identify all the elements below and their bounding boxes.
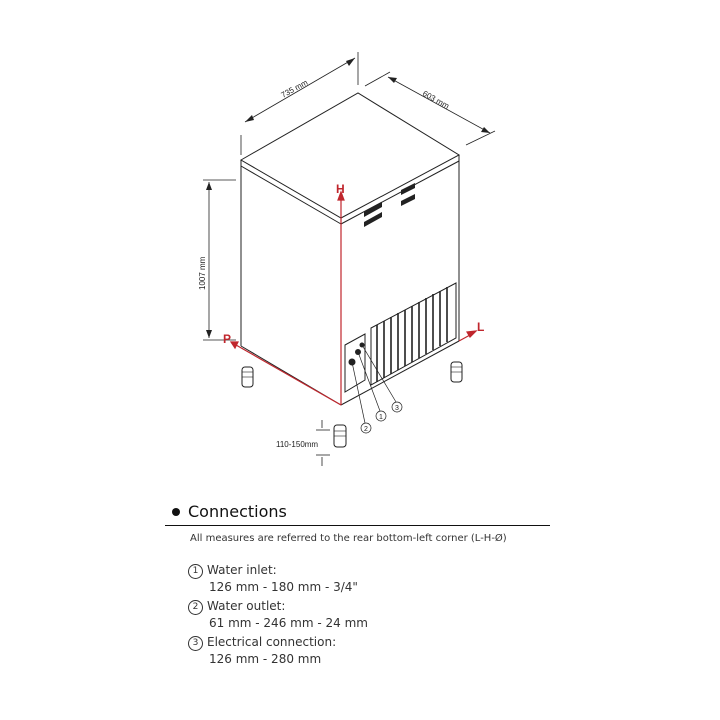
connection-item-water-inlet [188, 562, 358, 595]
axis-h-label: H [336, 182, 345, 196]
bullet-icon [172, 508, 180, 516]
callout-2: 2 [364, 426, 368, 433]
section-title [172, 502, 287, 521]
height-dimension-label: 1007 mm [198, 256, 207, 290]
leg-height-label: 110-150mm [276, 440, 319, 449]
reference-note: All measures are referred to the rear bottom-left corner (L-H-Ø) [190, 533, 507, 544]
number-circle-icon: 2 [188, 600, 203, 615]
item-label: Water outlet: [207, 599, 286, 613]
number-circle-icon: 1 [188, 564, 203, 579]
depth-dimension-label: 603 mm [421, 88, 451, 111]
connection-item-water-outlet [188, 598, 368, 631]
callout-3: 3 [395, 405, 399, 412]
callout-1: 1 [379, 414, 383, 421]
condenser-grille [371, 283, 456, 385]
item-label: Electrical connection: [207, 635, 337, 649]
number-circle-icon: 3 [188, 636, 203, 651]
item-value: 61 mm - 246 mm - 24 mm [209, 616, 368, 630]
connection-item-electrical [188, 634, 336, 667]
axis-p-label: P [223, 332, 232, 346]
item-value: 126 mm - 180 mm - 3/4" [209, 580, 358, 594]
item-value: 126 mm - 280 mm [209, 652, 322, 666]
section-divider [165, 525, 550, 526]
axis-l-label: L [477, 320, 485, 334]
section-title-text: Connections [188, 502, 287, 521]
item-label: Water inlet: [207, 563, 277, 577]
width-dimension-label: 735 mm [279, 77, 310, 100]
